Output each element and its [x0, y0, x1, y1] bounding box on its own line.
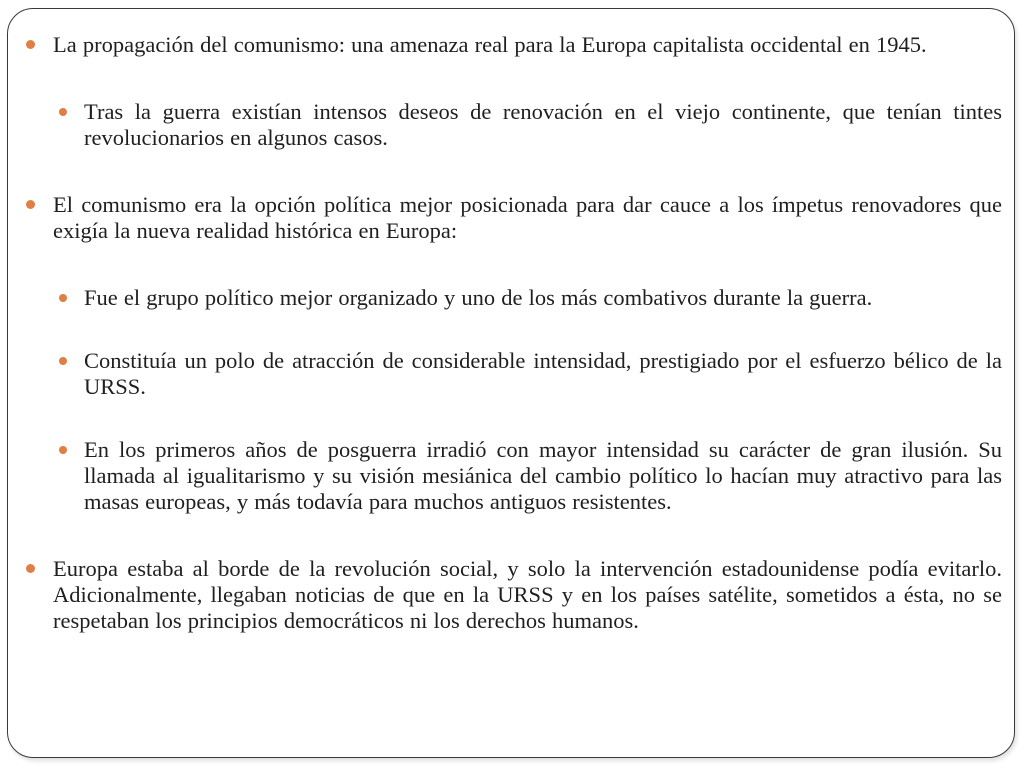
bullet-dot-icon [59, 357, 67, 365]
sub-bullet-item-3 [22, 348, 1002, 400]
bullet-text-6: En los primeros años de posguerra irradió con mayor intensidad su carácter de gran ilusión. Su llamada al igualitarismo y su visión mesiánica del cambio político lo hacían muy atractivo para las masas europeas, y más todavía para muchos antiguos resistentes. [84, 437, 1002, 514]
bullet-text-4: Fue el grupo político mejor organizado y uno de los más combativos durante la guerra. [84, 285, 873, 310]
bullet-dot-icon [26, 40, 35, 49]
bullet-text-1: La propagación del comunismo: una amenaza real para la Europa capitalista occidental en 1945. [53, 32, 927, 57]
bullet-dot-icon [26, 564, 35, 573]
bullet-item-2 [22, 192, 1002, 244]
sub-bullet-item-1 [22, 99, 1002, 151]
bullet-text-2: Tras la guerra existían intensos deseos de renovación en el viejo continente, que tenían tintes revolucionarios en algunos casos. [84, 99, 1002, 150]
bullet-dot-icon [59, 446, 67, 454]
sub-bullet-item-2 [22, 285, 1002, 311]
bullet-item-1 [22, 32, 1002, 58]
bullet-text-7: Europa estaba al borde de la revolución social, y solo la intervención estadounidense podía evitarlo. Adicionalmente, llegaban noticias de que en la URSS y en los países satélite, sometidos a ésta, no se respetaban los principios democráticos ni los derechos humanos. [53, 556, 1002, 633]
bullet-dot-icon [59, 108, 67, 116]
bullet-text-5: Constituía un polo de atracción de considerable intensidad, prestigiado por el esfuerzo bélico de la URSS. [84, 348, 1002, 399]
sub-bullet-item-4 [22, 437, 1002, 515]
slide-content [22, 32, 1002, 634]
bullet-dot-icon [59, 294, 67, 302]
bullet-text-3: El comunismo era la opción política mejor posicionada para dar cauce a los ímpetus renovadores que exigía la nueva realidad histórica en Europa: [53, 192, 1002, 243]
bullet-item-3 [22, 556, 1002, 634]
bullet-dot-icon [26, 200, 35, 209]
